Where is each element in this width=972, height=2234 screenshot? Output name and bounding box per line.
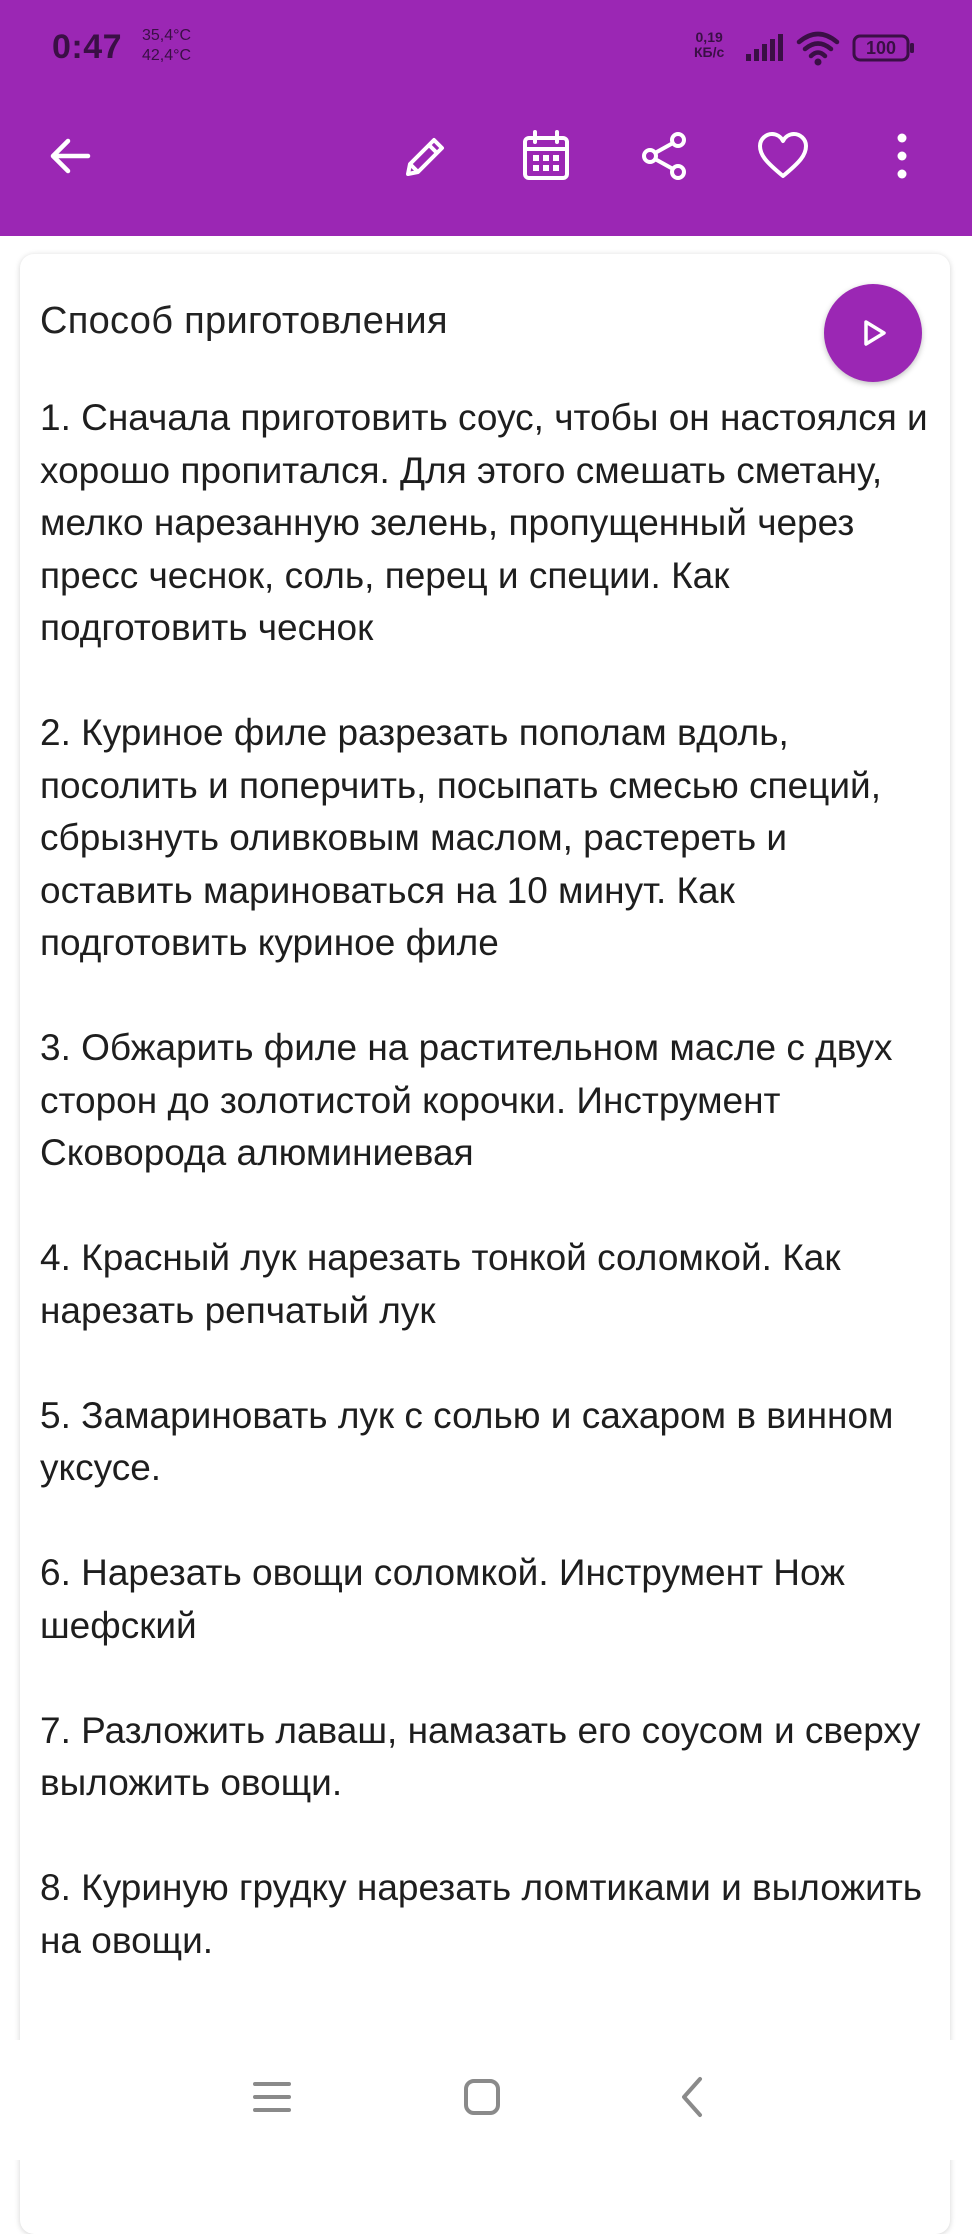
calendar-icon xyxy=(520,129,572,183)
app-bar xyxy=(0,0,972,236)
signal-icon xyxy=(744,34,786,62)
step-item: 4. Красный лук нарезать тонкой соломкой. Как нарезать репчатый лук xyxy=(40,1237,841,1331)
step-item: 5. Замариновать лук с солью и сахаром в винном уксусе. xyxy=(40,1394,894,1488)
calendar-button[interactable] xyxy=(506,116,586,196)
step-item: 3. Обжарить филе на растительном масле с двух сторон до золотистой корочки. Инструмент Сковорода алюминиевая xyxy=(40,1027,893,1173)
heart-icon xyxy=(756,131,810,181)
system-back-button[interactable] xyxy=(652,2062,732,2132)
step-item: 7. Разложить лаваш, намазать его соусом и сверху выложить овощи. xyxy=(40,1709,921,1803)
pencil-icon xyxy=(400,130,452,182)
home-square-icon xyxy=(462,2077,502,2117)
home-button[interactable] xyxy=(442,2062,522,2132)
play-icon xyxy=(857,317,889,349)
menu-lines-icon xyxy=(252,2079,292,2115)
battery-level: 100 xyxy=(865,38,897,58)
step-item: 6. Нарезать овощи соломкой. Инструмент Нож шефский xyxy=(40,1552,845,1646)
share-button[interactable] xyxy=(624,116,704,196)
step-item: 1. Сначала приготовить соус, чтобы он настоялся и хорошо пропитался. Для этого смешать сметану, мелко нарезанную зелень, пропущенный через пресс чеснок, соль, перец и специи. Как подготовить чеснок xyxy=(40,397,928,648)
network-speed-unit: КБ/с xyxy=(694,44,725,60)
step-item: 8. Куриную грудку нарезать ломтиками и выложить на овощи. xyxy=(40,1867,923,1961)
status-temp-1: 35,4°C xyxy=(142,27,192,44)
chevron-left-icon xyxy=(676,2075,708,2119)
status-temperatures xyxy=(142,26,191,66)
back-button[interactable] xyxy=(30,116,110,196)
more-vertical-icon xyxy=(894,132,910,180)
step-item: 2. Куриное филе разрезать пополам вдоль, посолить и поперчить, посыпать смесью специй, сбрызнуть оливковым маслом, растереть и оставить мариноваться на 10 минут. Как подготовить куриное филе xyxy=(40,712,881,963)
steps-list xyxy=(40,392,940,2020)
network-speed xyxy=(694,30,724,60)
edit-button[interactable] xyxy=(386,116,466,196)
section-title: Способ приготовления xyxy=(40,300,448,342)
play-button[interactable] xyxy=(824,284,922,382)
recents-button[interactable] xyxy=(232,2062,312,2132)
status-bar xyxy=(0,0,972,96)
wifi-icon xyxy=(796,30,840,66)
back-arrow-icon xyxy=(46,132,94,180)
status-time: 0:47 xyxy=(52,28,123,66)
more-options-button[interactable] xyxy=(862,116,942,196)
favorite-button[interactable] xyxy=(743,116,823,196)
share-icon xyxy=(638,130,690,182)
status-temp-2: 42,4°C xyxy=(142,47,192,64)
network-speed-value: 0,19 xyxy=(695,29,723,45)
